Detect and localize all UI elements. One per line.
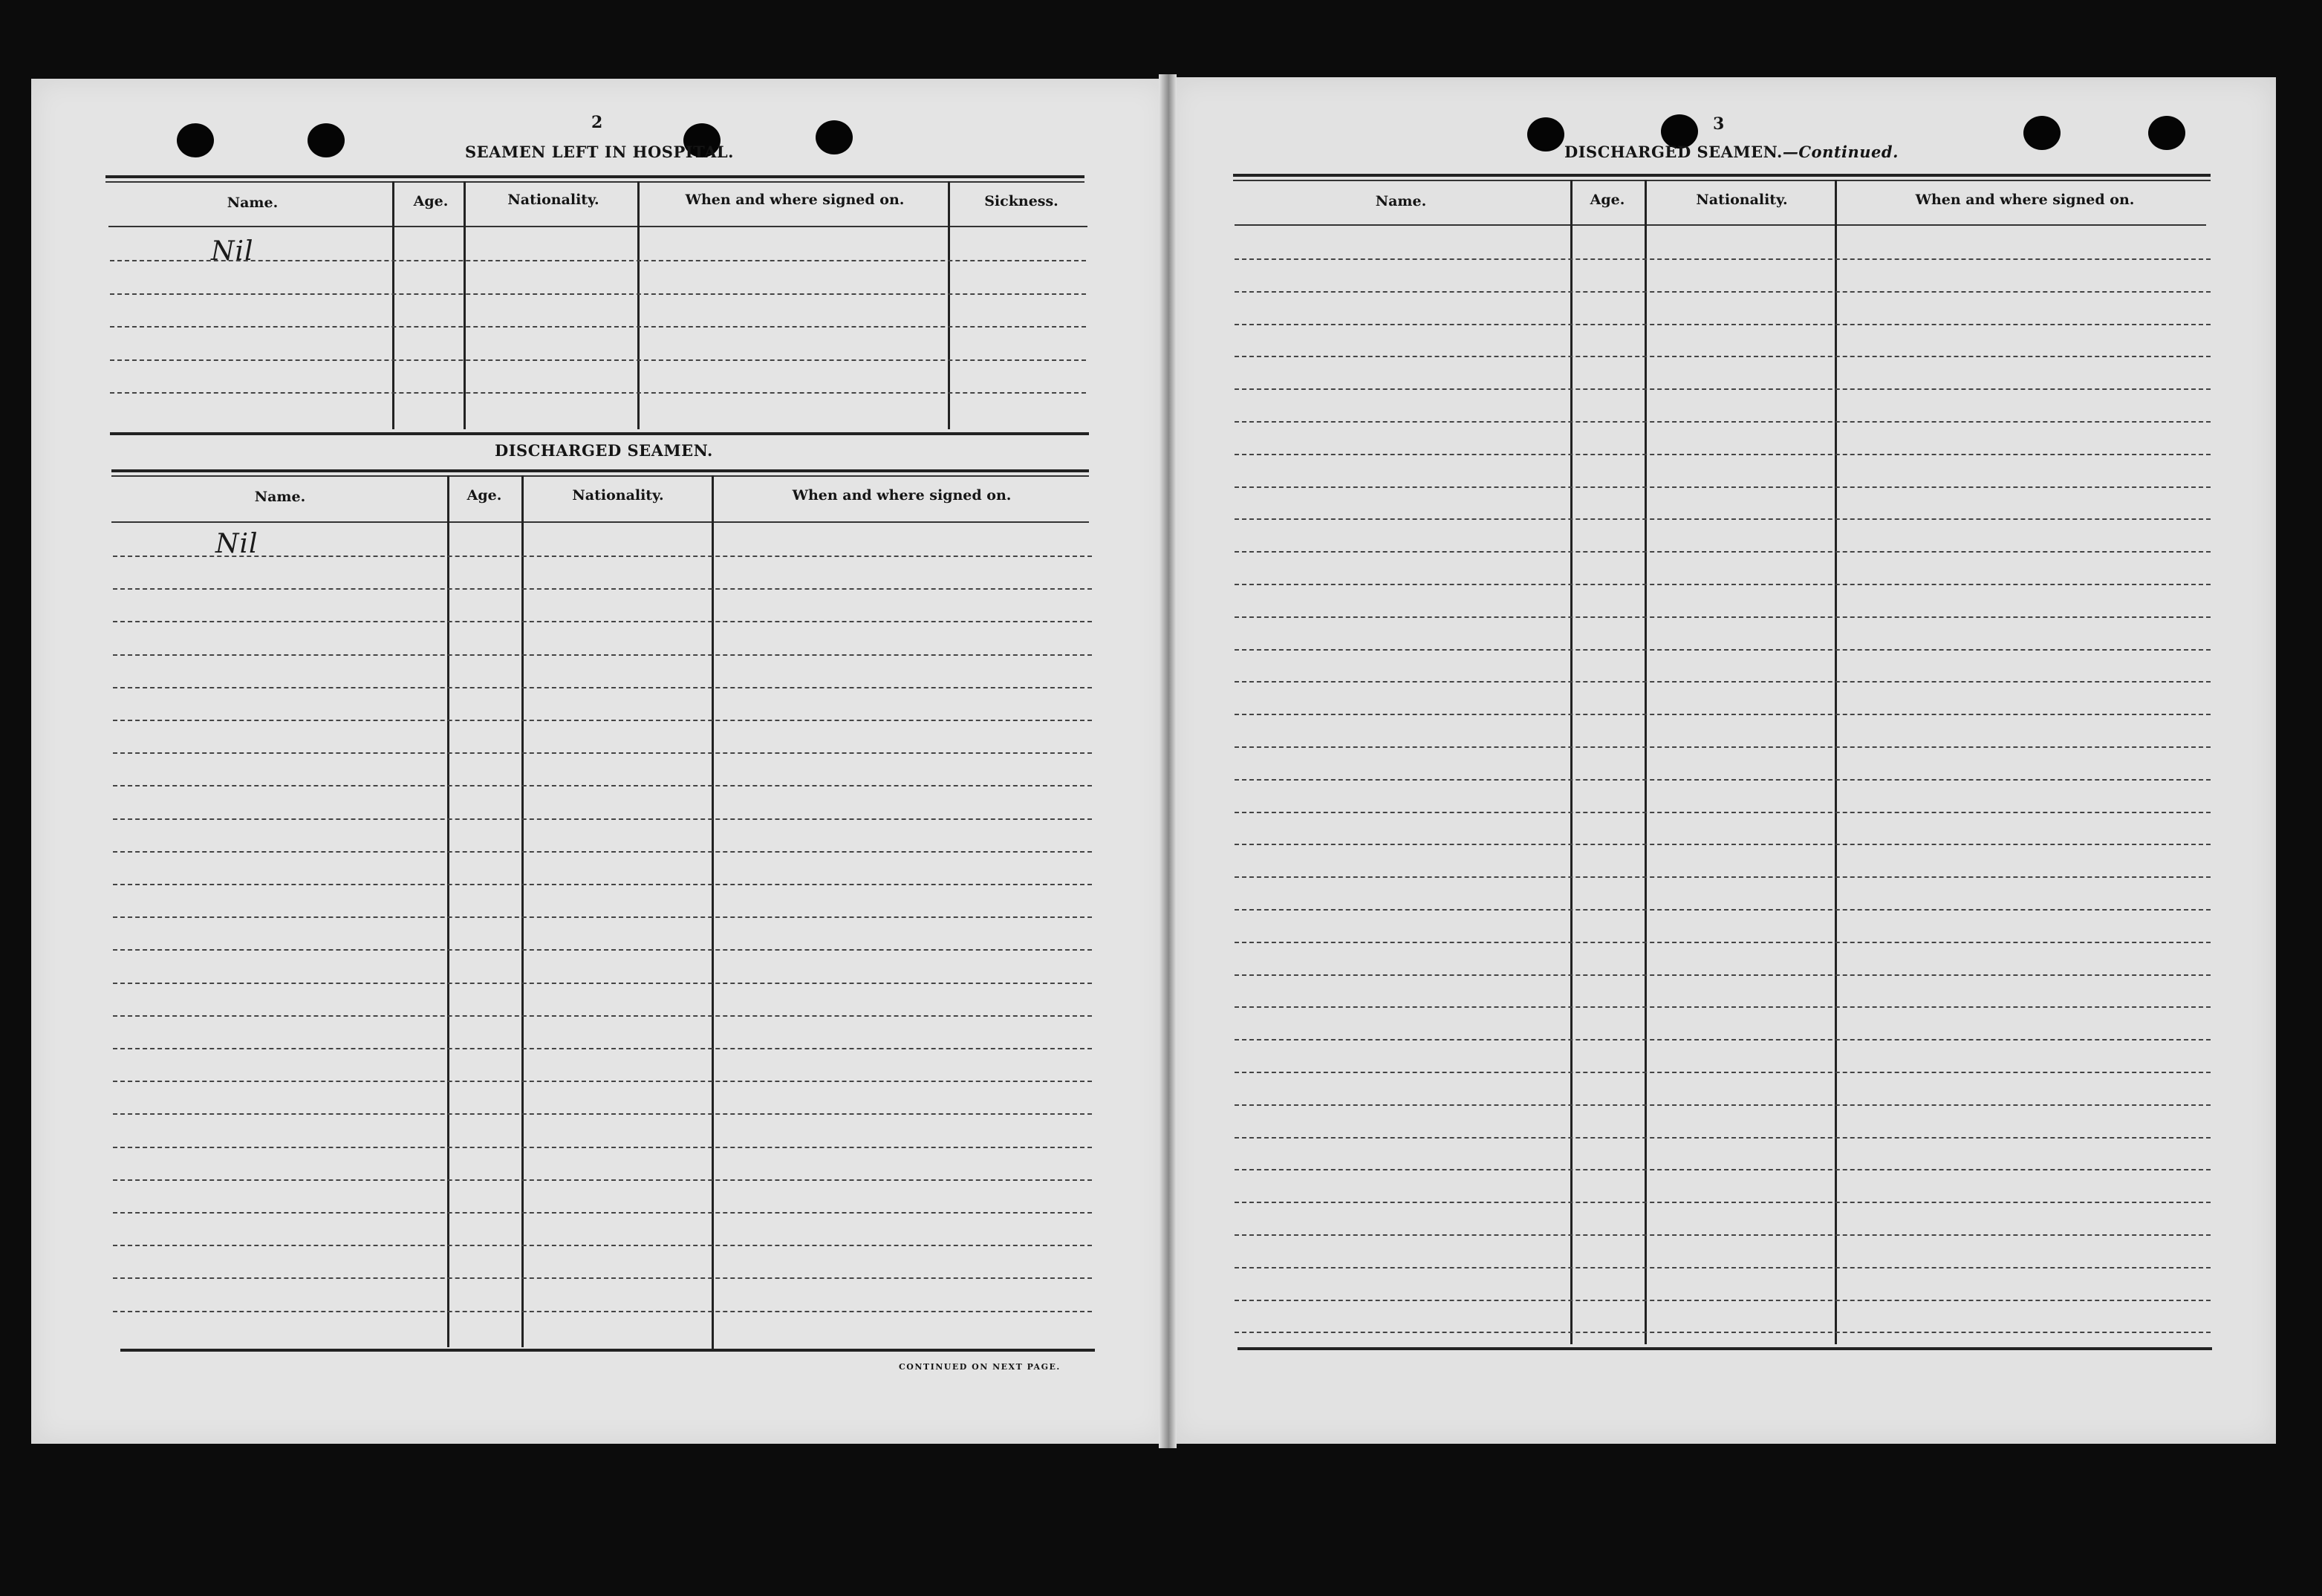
column-header-signed-on: When and where signed on. bbox=[1915, 192, 2135, 208]
ruled-line bbox=[1235, 551, 2211, 553]
punch-hole bbox=[2148, 116, 2185, 150]
ruled-line bbox=[1235, 942, 2211, 943]
ruled-line bbox=[113, 818, 1092, 820]
page-number: 3 bbox=[1713, 114, 1725, 134]
ruled-line bbox=[113, 1048, 1092, 1049]
ruled-line bbox=[113, 884, 1092, 885]
ruled-line bbox=[113, 1147, 1092, 1148]
ruled-line bbox=[1235, 486, 2211, 488]
discharged-section-title: DISCHARGED SEAMEN. bbox=[495, 441, 713, 460]
column-header-sickness: Sickness. bbox=[984, 193, 1058, 209]
ruled-line bbox=[113, 1245, 1092, 1246]
column-header-name: Name. bbox=[254, 489, 306, 505]
ruled-line bbox=[1235, 909, 2211, 911]
table-top-rule bbox=[1233, 174, 2211, 177]
ruled-line bbox=[1235, 649, 2211, 651]
ruled-line bbox=[113, 949, 1092, 951]
ruled-line bbox=[1235, 974, 2211, 976]
discharged-continued-title bbox=[1564, 143, 1899, 161]
table-top-rule bbox=[1233, 180, 2211, 181]
table-bottom-rule bbox=[1238, 1347, 2212, 1350]
ruled-line bbox=[1235, 616, 2211, 618]
ruled-line bbox=[110, 392, 1086, 394]
table-top-rule bbox=[111, 475, 1089, 477]
ruled-line bbox=[1235, 1006, 2211, 1008]
table-top-rule bbox=[105, 175, 1084, 178]
ruled-line bbox=[1235, 844, 2211, 845]
punch-hole bbox=[2023, 116, 2061, 150]
header-underline bbox=[108, 226, 1087, 227]
ruled-line bbox=[113, 556, 1092, 557]
column-header-age: Age. bbox=[466, 487, 502, 504]
ruled-line bbox=[110, 293, 1086, 295]
continued-note: CONTINUED ON NEXT PAGE. bbox=[899, 1362, 1061, 1372]
column-header-name: Name. bbox=[227, 195, 279, 211]
ruled-line bbox=[113, 752, 1092, 754]
ruled-line bbox=[1235, 812, 2211, 813]
ruled-line bbox=[1235, 421, 2211, 423]
punch-hole bbox=[1527, 117, 1564, 152]
ruled-line bbox=[1235, 1169, 2211, 1170]
ruled-line bbox=[1235, 388, 2211, 390]
punch-hole bbox=[816, 120, 853, 154]
ruled-line bbox=[1235, 291, 2211, 293]
ruled-line bbox=[113, 654, 1092, 656]
ruled-line bbox=[1235, 258, 2211, 260]
ruled-line bbox=[113, 720, 1092, 721]
ruled-line bbox=[1235, 1267, 2211, 1268]
column-header-nationality: Nationality. bbox=[572, 487, 664, 504]
ruled-line bbox=[113, 1015, 1092, 1017]
column-divider bbox=[712, 475, 714, 1349]
page-gutter bbox=[1159, 74, 1177, 1448]
ruled-line bbox=[1235, 681, 2211, 683]
title-main: DISCHARGED SEAMEN. bbox=[1564, 143, 1783, 161]
ruled-line bbox=[113, 1179, 1092, 1181]
ruled-line bbox=[1235, 1300, 2211, 1301]
handwritten-entry: Nil bbox=[215, 529, 258, 559]
ruled-line bbox=[1235, 1234, 2211, 1236]
header-underline bbox=[111, 521, 1089, 523]
column-header-age: Age. bbox=[1590, 192, 1625, 208]
handwritten-entry: Nil bbox=[211, 236, 254, 267]
ruled-line bbox=[1235, 1104, 2211, 1106]
ruled-line bbox=[113, 621, 1092, 622]
ruled-line bbox=[1235, 1137, 2211, 1139]
column-divider bbox=[447, 475, 449, 1347]
ruled-line bbox=[113, 1081, 1092, 1082]
ruled-line bbox=[1235, 454, 2211, 455]
ruled-line bbox=[1235, 714, 2211, 715]
column-header-age: Age. bbox=[413, 193, 449, 209]
ruled-line bbox=[1235, 779, 2211, 781]
column-header-nationality: Nationality. bbox=[507, 192, 599, 208]
table-top-rule bbox=[111, 469, 1089, 472]
column-header-signed-on: When and where signed on. bbox=[685, 192, 905, 208]
table-bottom-rule bbox=[110, 432, 1089, 435]
ruled-line bbox=[113, 1212, 1092, 1214]
table-bottom-rule bbox=[120, 1349, 1095, 1352]
ruled-line bbox=[1235, 1202, 2211, 1203]
ruled-line bbox=[1235, 584, 2211, 585]
ruled-line bbox=[110, 359, 1086, 361]
ruled-line bbox=[113, 983, 1092, 984]
ruled-line bbox=[113, 916, 1092, 918]
ruled-line bbox=[1235, 876, 2211, 878]
punch-hole bbox=[177, 123, 214, 157]
column-header-signed-on: When and where signed on. bbox=[792, 487, 1012, 504]
hospital-section-title: SEAMEN LEFT IN HOSPITAL. bbox=[465, 143, 734, 161]
ruled-line bbox=[113, 1277, 1092, 1279]
ruled-line bbox=[113, 851, 1092, 853]
ruled-line bbox=[1235, 324, 2211, 325]
ruled-line bbox=[113, 1311, 1092, 1312]
ruled-line bbox=[113, 785, 1092, 786]
ruled-line bbox=[1235, 356, 2211, 357]
ruled-line bbox=[1235, 1332, 2211, 1333]
ruled-line bbox=[1235, 746, 2211, 748]
column-header-nationality: Nationality. bbox=[1696, 192, 1788, 208]
page-number: 2 bbox=[591, 113, 603, 132]
ruled-line bbox=[1235, 518, 2211, 520]
column-header-name: Name. bbox=[1375, 193, 1427, 209]
ruled-line bbox=[110, 260, 1086, 261]
table-top-rule bbox=[105, 181, 1084, 183]
ruled-line bbox=[113, 687, 1092, 688]
ruled-line bbox=[113, 588, 1092, 590]
ruled-line bbox=[1235, 1039, 2211, 1040]
column-divider bbox=[521, 475, 524, 1347]
title-suffix: —Continued. bbox=[1782, 143, 1899, 161]
ruled-line bbox=[1235, 1072, 2211, 1073]
ruled-line bbox=[110, 326, 1086, 328]
left-page bbox=[31, 79, 1168, 1444]
right-page bbox=[1171, 77, 2276, 1444]
header-underline bbox=[1235, 224, 2206, 226]
punch-hole bbox=[308, 123, 345, 157]
ruled-line bbox=[113, 1113, 1092, 1115]
